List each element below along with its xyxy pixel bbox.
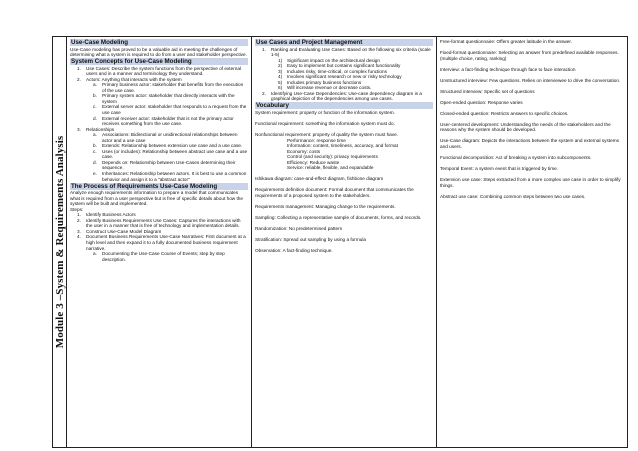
list-item: a. Primary business actor: stakeholder that benefits from the execution of the use case.: [93, 82, 244, 93]
column-definitions: [437, 37, 627, 447]
vocab-nonfunctional-requirement: Nonfunctional requirement: property of quality the system must have.: [255, 132, 399, 138]
module-title: Module 3 –System & Requirements Analysis: [53, 135, 66, 349]
vocab-functional-requirement: Functional requirement: something the information system must do.: [255, 121, 395, 127]
definition-entry: Free-format questionnaire: Offers greater latitude in the answer.: [440, 39, 573, 44]
heading-system-concepts: System Concepts for Use-Case Modeling: [70, 58, 248, 65]
list-item: d. Depends on: Relationship between Use-Cases determining their sequence.: [93, 159, 236, 171]
vocab-observation: Observation: A fact-finding technique.: [255, 248, 333, 254]
steps-label: Steps:: [70, 206, 84, 212]
list-item: a. Documenting the Use-Case Course of Events; step by step description.: [93, 251, 225, 262]
list-item: Performance: response time: [287, 137, 346, 143]
list-item: 1. Use Cases: Describe the system functions from the perspective of external users and in a manner and terminology they understand.: [77, 65, 242, 77]
list-item: e. Inheritances: Relationship between actors. It is best to use a common behavior and assign it to a "abstract actor": [93, 170, 247, 182]
vocab-sampling: Sampling: Collecting a representative sample of documents, forms, and records.: [255, 215, 422, 221]
heading-vocabulary: Vocabulary: [255, 102, 433, 109]
column-project-management: [252, 37, 437, 447]
list-item: 1. Identify Business Actors: [77, 212, 136, 218]
process-text: Analyze enough requirements information to prepare a model that communicates what is required from a user perspective but is free of specific details about how the system will be built and implemented.: [70, 190, 244, 207]
list-item: 3) Includes risky, time-critical, or complex functions: [278, 68, 387, 74]
vocab-ishikawa: Ishikawa diagram: case-and-effect diagram, fishbone diagram: [255, 176, 384, 182]
list-item: 4. Document Business Requirements Use-Case Narratives: First document at a high level and then expand it to a fully documented business requirement narrative.: [77, 234, 246, 251]
definition-entry: Structured interview: Specific set of questions: [440, 88, 535, 94]
list-item: b. Primary system actor: stakeholder that directly interacts with the system: [93, 93, 235, 104]
module-rail: [53, 37, 67, 447]
list-item: d. External receiver actor: stakeholder that is not the primary actor receives something from the use case.: [93, 115, 234, 127]
system-concepts-list: [70, 66, 248, 182]
heading-process: The Process of Requirements Use-Case Modeling: [70, 183, 248, 190]
definition-entry: Use-Case diagram: Depicts the interactions between the system and external systems and users.: [440, 138, 619, 150]
list-item: Service: reliable, flexible, and expandable: [287, 165, 374, 171]
use-case-modeling-text: Use-Case modeling has proved to be a valuable aid in meeting the challenges of determining what a system is required to do from a user and stakeholder perspective.: [70, 46, 247, 58]
list-item: 4) Involves significant research or new or risky technology: [278, 74, 402, 80]
definition-entry: Abstract use case: Combining common steps between two use cases.: [440, 193, 586, 199]
list-item: a. Associations: Bidirectional or unidirectional relationships between actor and a use case: [93, 132, 238, 143]
list-item: 2. Identifying Use-Case Dependencies: Use-case dependency diagram is a graphical depiction of the dependencies among use cases.: [262, 90, 422, 102]
definition-entry: Functional decomposition: Act of breaking a system into subcomponents.: [440, 155, 592, 161]
definition-entry: Unstructured interview: Few questions. Relies on interviewee to drive the conversation.: [440, 77, 621, 83]
definition-entry: Extension use case: Steps extracted from a more complex use case in order to simplify things.: [440, 177, 621, 188]
list-item: 2. Actors: Anything that interacts with the system: [77, 76, 182, 82]
vocab-requirements-definition: Requirements definition document: Formal document that communicates the requirements of a proposed system to the stakeholders.: [255, 187, 414, 198]
list-item: Efficiency: Reduce waste: [287, 159, 340, 165]
list-item: Information: content, timeliness, accuracy, and format: [287, 143, 398, 149]
vocab-stratification: Stratification: Spread out sampling by using a formula: [255, 237, 366, 243]
process-steps-list: [70, 212, 248, 262]
definition-entry: Closed-ended question: Restricts answers to specific choices.: [440, 110, 569, 116]
column-use-case-modeling: [67, 37, 252, 447]
nonfunctional-list: [255, 138, 433, 171]
list-item: 2) Easy to implement but contains significant functionality: [278, 63, 401, 69]
list-item: 2. Identify Business Requirements Use Cases: Captures the interactions with the user in a manner that is free of technology and implementation details.: [77, 217, 241, 229]
vocab-requirements-management: Requirements management: Managing change to the requirements.: [255, 204, 396, 210]
heading-use-cases-pm: Use Cases and Project Management: [255, 39, 433, 46]
list-item: 1) Significant impact on the architectural design: [278, 57, 381, 63]
list-item: c. Uses (or includes): Relationship between abstract use case and a use case.: [93, 148, 248, 160]
definition-entry: Temporal Event: a system event that is triggered by time.: [440, 166, 559, 172]
definition-entry: User-centered development: Understanding the needs of the stakeholders and the reasons why the system should be developed.: [440, 121, 611, 133]
vocab-randomization: Randomization: No predetermined pattern: [255, 226, 343, 232]
definition-entry: Fixed-format questionnaire: Selecting an answer from predefined available responses. (multiple choice, rating, ranking): [440, 50, 619, 61]
list-item: Economy: costs: [287, 148, 321, 154]
list-item: 1. Ranking and Evaluating Use Cases: Based on the following six criteria (scale 1-5): [262, 46, 431, 58]
list-item: b. Extends: Relationship between extension use case and a use case.: [93, 143, 243, 149]
list-item: 3. Construct Use-Case Model Diagram: [77, 228, 162, 234]
heading-use-case-modeling: Use-Case Modeling: [70, 39, 248, 46]
list-item: 5) Includes primary business functions: [278, 79, 362, 85]
definition-entry: Open-ended question: Response varies: [440, 99, 523, 105]
list-item: 3. Relationships: [77, 126, 115, 132]
definition-entry: Interview: a fact-finding technique through face to face interaction: [440, 66, 576, 72]
study-sheet: [52, 36, 628, 448]
use-cases-pm-list: [255, 47, 433, 102]
list-item: 6) Will increase revenue or decrease costs.: [278, 85, 372, 91]
vocab-system-requirement: System requirement: property or function of the information system.: [255, 109, 395, 115]
list-item: c. External server actor: stakeholder that responds to a request from the use case: [93, 104, 247, 115]
list-item: Control (and security): privacy requirements: [287, 154, 378, 160]
